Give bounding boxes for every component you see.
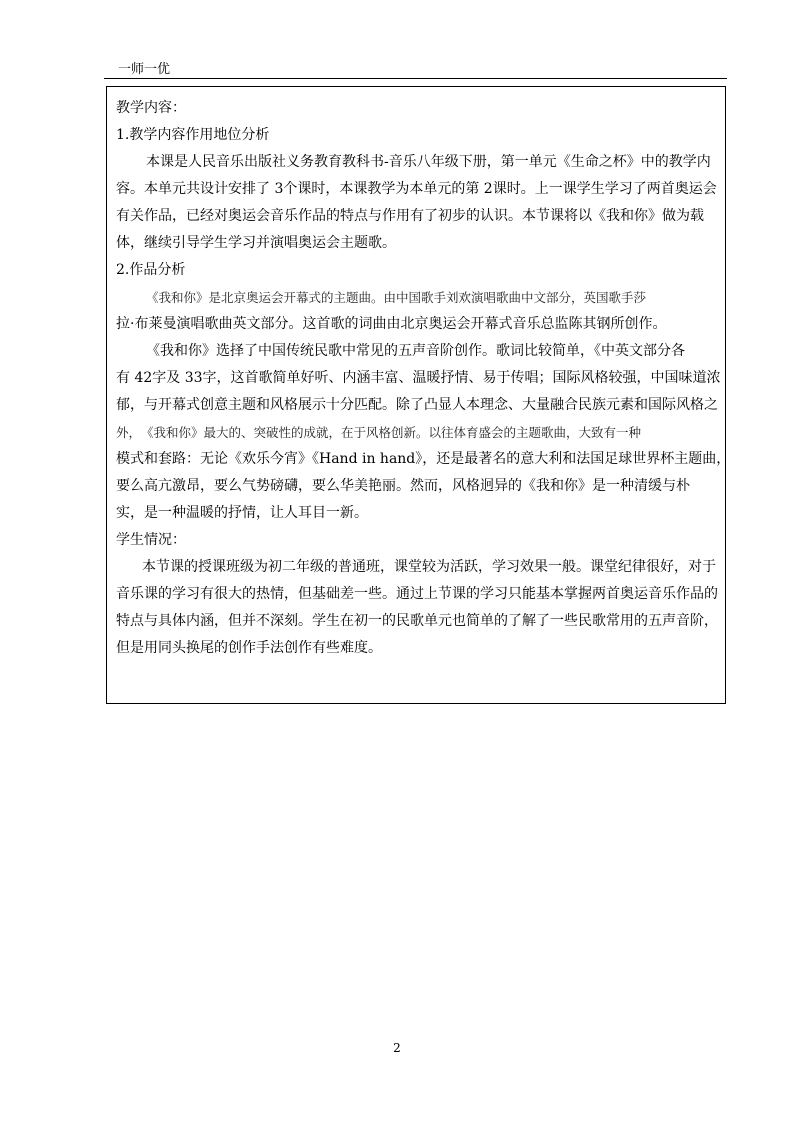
header-rule	[104, 78, 727, 79]
paragraph-line: 本课是人民音乐出版社义务教育教科书-音乐八年级下册，第一单元《生命之杯》中的教学内	[146, 154, 711, 170]
paragraph-line: 有 42字及 33字，这首歌简单好听、内涵丰富、温暖抒情、易于传唱；国际风格较强，中国味道浓	[116, 370, 721, 386]
paragraph-line: 实，是一种温暖的抒情，让人耳目一新。	[116, 505, 368, 521]
page-number: 2	[393, 1041, 401, 1055]
section-heading-content: 教学内容：	[116, 100, 186, 116]
section-heading-students: 学生情况：	[116, 532, 186, 548]
paragraph-line: 《我和你》选择了中国传统民歌中常见的五声音阶创作。歌词比较简单，《中英文部分各	[146, 343, 685, 359]
paragraph-line: 外， 《我和你》最大的、突破性的成就，在于风格创新。以往体育盛会的主题歌曲，大致有一种	[116, 425, 642, 440]
paragraph-line: 模式和套路：无论《欢乐今宵》《Hand in hand》，还是最著名的意大利和法国足球世界杯主题曲，	[116, 451, 731, 467]
paragraph-line: 本节课的授课班级为初二年级的普通班，课堂较为活跃，学习效果一般。课堂纪律很好，对于	[142, 559, 716, 575]
paragraph-line: 拉·布莱曼演唱歌曲英文部分。这首歌的词曲由北京奥运会开幕式音乐总监陈其钢所创作。	[116, 316, 667, 332]
paragraph-line: 音乐课的学习有很大的热情，但基础差一些。通过上节课的学习只能基本掌握两首奥运音乐作品的	[116, 586, 718, 602]
paragraph-line: 《我和你》是北京奥运会开幕式的主题曲。由中国歌手刘欢演唱歌曲中文部分，英国歌手莎	[146, 290, 647, 305]
paragraph-line: 有关作品，已经对奥运会音乐作品的特点与作用有了初步的认识。本节课将以《我和你》做为载	[116, 208, 704, 224]
sub-heading-work-analysis: 2.作品分析	[116, 262, 186, 278]
paragraph-line: 容。本单元共设计安排了 3个课时，本课教学为本单元的第 2课时。上一课学生学习了两首奥运会	[116, 181, 717, 197]
paragraph-line: 要么高亢激昂，要么气势磅礴，要么华美艳丽。然而，风格迥异的《我和你》是一种清缓与朴	[116, 478, 690, 494]
sub-heading-analysis: 1.教学内容作用地位分析	[116, 127, 270, 143]
content-box	[106, 86, 731, 704]
page-header: 一师一优	[118, 62, 171, 77]
paragraph-line: 郁，与开幕式创意主题和风格展示十分匹配。除了凸显人本理念、大量融合民族元素和国际风格之	[116, 397, 718, 413]
paragraph-line: 但是用同头换尾的创作手法创作有些难度。	[116, 640, 382, 656]
paragraph-line: 体，继续引导学生学习并演唱奥运会主题歌。	[116, 235, 396, 251]
paragraph-line: 特点与具体内涵，但并不深刻。学生在初一的民歌单元也简单的了解了一些民歌常用的五声音阶，	[116, 613, 718, 629]
